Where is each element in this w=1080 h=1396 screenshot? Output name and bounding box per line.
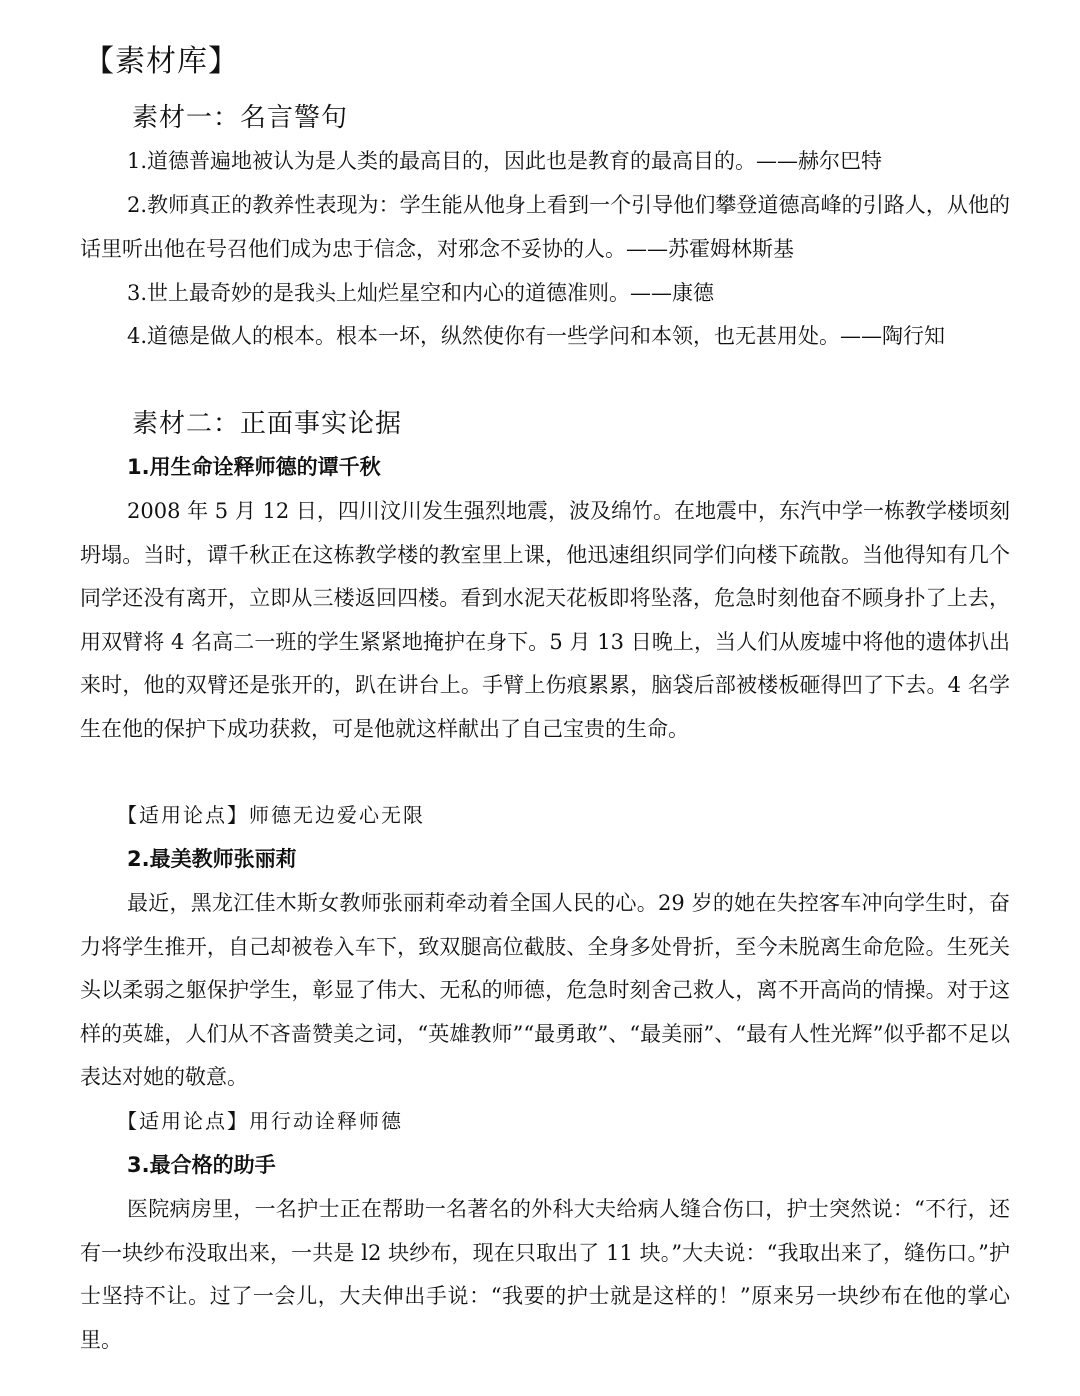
item-tag-2: 【适用论点】用行动诠释师德 — [117, 1109, 403, 1133]
item-body-2: 最近，黑龙江佳木斯女教师张丽莉牵动着全国人民的心。29 岁的她在失控客车冲向学生时，奋力将学生推开，自己却被卷入车下，致双腿高位截肢、全身多处骨折，至今未脱离生命危险。生死关头以柔弱之躯保护学生，彰显了伟大、无私的师德，危急时刻舍己救人，离不开高尚的情操。对于这样的英雄，人们从不吝啬赞美之词，“英雄教师”“最勇敢”、“最美丽”、“最有人性光辉”似乎都不足以表达对她的敬意。 — [80, 891, 1010, 1089]
item-title-3: 3.最合格的助手 — [127, 1153, 276, 1177]
item-title-2: 2.最美教师张丽莉 — [127, 847, 297, 871]
quote-4: 4.道德是做人的根本。根本一坏，纵然使你有一些学问和本领，也无甚用处。——陶行知 — [127, 324, 946, 348]
item-body-3: 医院病房里，一名护士正在帮助一名著名的外科大夫给病人缝合伤口，护士突然说：“不行，还有一块纱布没取出来，一共是 l2 块纱布，现在只取出了 11 块。”大夫说：“我取出来了，缝伤口。”护士坚持不让。过了一会儿，大夫伸出手说：“我要的护士就是这样的！”原来另一块纱布在他的掌心里。 — [80, 1197, 1010, 1352]
item-body-1: 2008 年 5 月 12 日，四川汶川发生强烈地震，波及绵竹。在地震中，东汽中学一栋教学楼顷刻坍塌。当时，谭千秋正在这栋教学楼的教室里上课，他迅速组织同学们向楼下疏散。当他得知有几个同学还没有离开，立即从三楼返回四楼。看到水泥天花板即将坠落，危急时刻他奋不顾身扑了上去，用双臂将 4 名高二一班的学生紧紧地掩护在身下。5 月 13 日晚上，当人们从废墟中将他的遗体扒出来时，他的双臂还是张开的，趴在讲台上。手臂上伤痕累累，脑袋后部被楼板砸得凹了下去。4 名学生在他的保护下成功获救，可是他就这样献出了自己宝贵的生命。 — [80, 499, 1010, 741]
quote-3: 3.世上最奇妙的是我头上灿烂星空和内心的道德准则。——康德 — [127, 281, 715, 305]
page-title: 【素材库】 — [84, 44, 239, 79]
quote-1: 1.道德普遍地被认为是人类的最高目的，因此也是教育的最高目的。——赫尔巴特 — [127, 149, 883, 173]
section-heading-quotes: 素材一：名言警句 — [132, 103, 349, 133]
quote-2: 2.教师真正的教养性表现为：学生能从他身上看到一个引导他们攀登道德高峰的引路人，从他的话里听出他在号召他们成为忠于信念，对邪念不妥协的人。——苏霍姆林斯基 — [80, 193, 1010, 261]
section-heading-facts: 素材二：正面事实论据 — [132, 409, 403, 439]
item-title-1: 1.用生命诠释师德的谭千秋 — [127, 455, 381, 479]
item-tag-1: 【适用论点】师德无边爱心无限 — [117, 803, 425, 827]
